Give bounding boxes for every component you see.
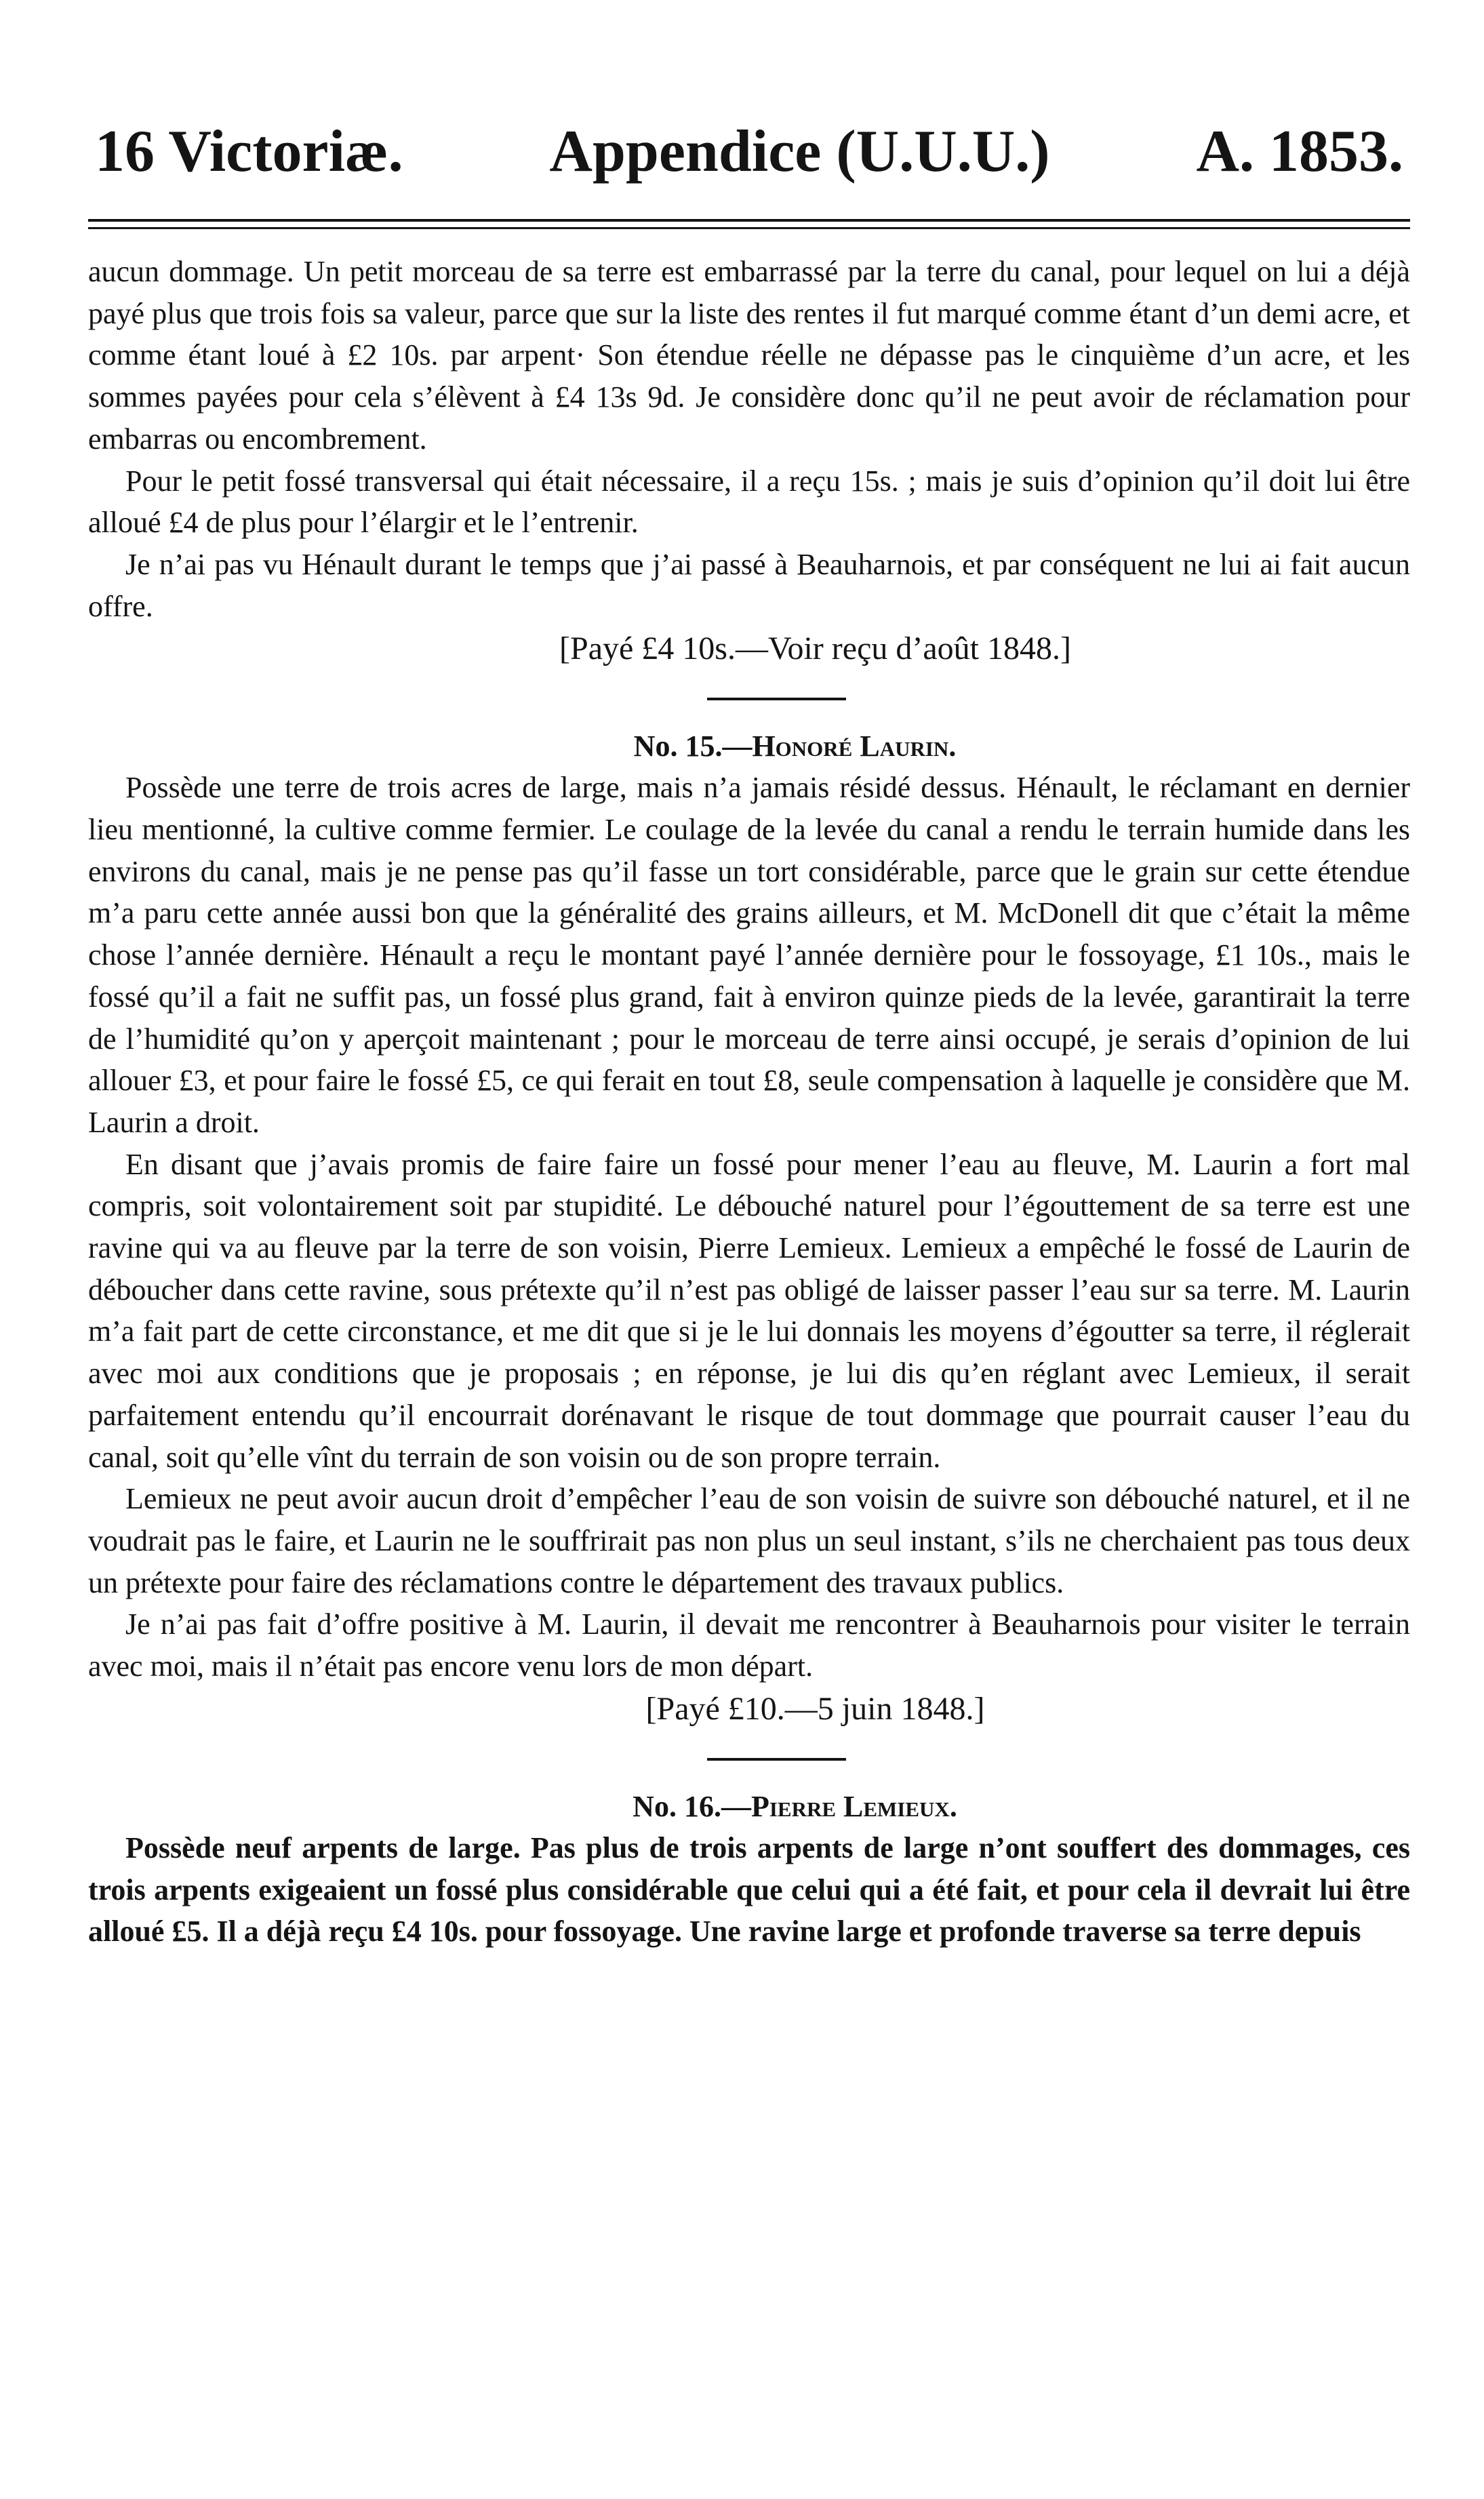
intro-payment-note: [Payé £4 10s.—Voir reçu d’août 1848.] xyxy=(559,631,1071,667)
document-body xyxy=(88,251,1410,1953)
section-15-title xyxy=(88,726,1410,767)
section-16-number: No. 16.— xyxy=(633,1789,751,1823)
header-year: A. 1853. xyxy=(1196,119,1403,184)
section-15-paragraph-1: Possède une terre de trois acres de large, mais n’a jamais résidé dessus. Hénault, le réclamant en dernier lieu mentionné, la cultive comme fermier. Le coulage de la levée du canal a rendu le terrain humide dans les environs du canal, mais je ne pense pas qu’il fasse un tort considérable, parce que le grain sur cette étendue m’a paru cette année aussi bon que la généralité des grains ailleurs, et M. McDonell dit que c’était la même chose l’année dernière. Hénault a reçu le montant payé l’année dernière pour le fossoyage, £1 10s., mais le fossé qu’il a fait ne suffit pas, un fossé plus grand, fait à environ quinze pieds de la levée, garantirait la terre de l’humidité qu’on y aperçoit maintenant ; pour le morceau de terre ainsi occupé, je serais d’opinion de lui allouer £3, et pour faire le fossé £5, ce qui ferait en tout £8, seule compensation à laquelle je considère que M. Laurin a droit. xyxy=(88,771,1410,1139)
page-header xyxy=(88,119,1410,184)
header-double-rule xyxy=(88,219,1410,229)
section-16-name: Pierre Lemieux. xyxy=(750,1789,957,1823)
section-15-payment-note: [Payé £10.—5 juin 1848.] xyxy=(645,1690,985,1727)
section-15-number: No. 15.— xyxy=(633,729,753,763)
header-appendix-title: Appendice (U.U.U.) xyxy=(549,119,1050,184)
header-regnal-year: 16 Victoriæ. xyxy=(95,119,403,184)
intro-paragraph-3: Je n’ai pas vu Hénault durant le temps que j’ai passé à Beauharnois, et par conséquent ne lui ai fait aucun offre. xyxy=(88,547,1410,623)
intro-paragraph-2: Pour le petit fossé transversal qui était nécessaire, il a reçu 15s. ; mais je suis d’opinion qu’il doit lui être alloué £4 de plus pour l’élargir et le l’entrenir. xyxy=(88,464,1410,540)
section-16-paragraph-1: Possède neuf arpents de large. Pas plus de trois arpents de large n’ont souffert des dommages, ces trois arpents exigeaient un fossé plus considérable que celui qui a été fait, et pour cela il devrait lui être alloué £5. Il a déjà reçu £4 10s. pour fossoyage. Une ravine large et profonde traverse sa terre depuis xyxy=(88,1831,1410,1948)
section-divider xyxy=(707,698,846,700)
document-page xyxy=(88,119,1410,1953)
section-divider xyxy=(707,1758,846,1761)
section-16-title xyxy=(88,1786,1410,1827)
section-15-name: Honoré Laurin. xyxy=(752,729,957,763)
intro-paragraph-1: aucun dommage. Un petit morceau de sa terre est embarrassé par la terre du canal, pour lequel on lui a déjà payé plus que trois fois sa valeur, parce que sur la liste des rentes il fut marqué comme étant d’un demi acre, et comme étant loué à £2 10s. par arpent· Son étendue réelle ne dépasse pas le cinquième d’un acre, et les sommes payées pour cela s’élèvent à £4 13s 9d. Je considère donc qu’il ne peut avoir de réclamation pour embarras ou encombrement. xyxy=(88,255,1410,456)
section-15-paragraph-4: Je n’ai pas fait d’offre positive à M. Laurin, il devait me rencontrer à Beauharnois pour visiter le terrain avec moi, mais il n’était pas encore venu lors de mon départ. xyxy=(88,1607,1410,1683)
section-15-paragraph-3: Lemieux ne peut avoir aucun droit d’empêcher l’eau de son voisin de suivre son débouché naturel, et il ne voudrait pas le faire, et Laurin ne le souffrirait pas non plus un seul instant, s’ils ne cherchaient pas tous deux un prétexte pour faire des réclamations contre le département des travaux publics. xyxy=(88,1482,1410,1599)
section-15-paragraph-2: En disant que j’avais promis de faire faire un fossé pour mener l’eau au fleuve, M. Laurin a fort mal compris, soit volontairement soit par stupidité. Le débouché naturel pour l’égouttement de sa terre est une ravine qui va au fleuve par la terre de son voisin, Pierre Lemieux. Lemieux a empêché le fossé de Laurin de déboucher dans cette ravine, sous prétexte qu’il n’est pas obligé de laisser passer l’eau sur sa terre. M. Laurin m’a fait part de cette circonstance, et me dit que si je le lui donnais les moyens d’égoutter sa terre, il réglerait avec moi aux conditions que je proposais ; en réponse, je lui dis qu’en réglant avec Lemieux, il serait parfaitement entendu qu’il encourrait dorénavant le risque de tout dommage que pourrait causer l’eau du canal, soit qu’elle vînt du terrain de son voisin ou de son propre terrain. xyxy=(88,1147,1410,1474)
